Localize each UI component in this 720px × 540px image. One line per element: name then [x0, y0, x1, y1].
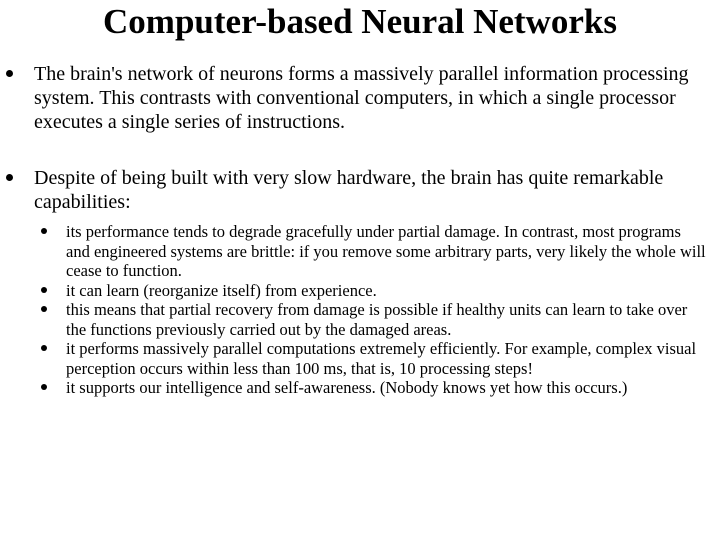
sub-bullet-list — [34, 222, 712, 398]
bullet-list — [0, 62, 720, 398]
sub-bullet-dot-icon — [41, 384, 47, 390]
sub-bullet-text: this means that partial recovery from damage is possible if healthy units can learn to take over the functions previously carried out by the damaged areas. — [66, 300, 688, 339]
sub-bullet-text: it performs massively parallel computations extremely efficiently. For example, complex visual perception occurs within less than 100 ms, that is, 10 processing steps! — [66, 339, 697, 378]
bullet-text: The brain's network of neurons forms a massively parallel information processing system. This contrasts with conventional computers, in which a single processor executes a single series of instructions. — [34, 63, 689, 133]
bullet-dot-icon — [6, 70, 13, 77]
sub-bullet-text: it can learn (reorganize itself) from experience. — [66, 280, 377, 300]
sub-bullet-text: it supports our intelligence and self-awareness. (Nobody knows yet how this occurs.) — [66, 378, 628, 397]
sub-bullet-dot-icon — [41, 345, 47, 351]
sub-bullet-text: its performance tends to degrade gracefully under partial damage. In contrast, most programs and engineered systems are brittle: if you remove some arbitrary parts, very likely the whole will cease to function. — [66, 222, 706, 280]
bullet-item — [0, 62, 720, 134]
sub-bullet-item — [34, 339, 712, 378]
bullet-dot-icon — [6, 174, 13, 181]
slide-title: Computer-based Neural Networks — [103, 2, 617, 41]
bullet-text: Despite of being built with very slow hardware, the brain has quite remarkable capabilities: — [34, 167, 664, 213]
sub-bullet-item — [34, 222, 712, 281]
sub-bullet-item — [34, 300, 712, 339]
bullet-item — [0, 166, 720, 398]
sub-bullet-dot-icon — [41, 228, 47, 234]
sub-bullet-dot-icon — [41, 306, 47, 312]
sub-bullet-item — [34, 378, 712, 398]
sub-bullet-dot-icon — [41, 287, 47, 293]
sub-bullet-item — [34, 281, 712, 301]
